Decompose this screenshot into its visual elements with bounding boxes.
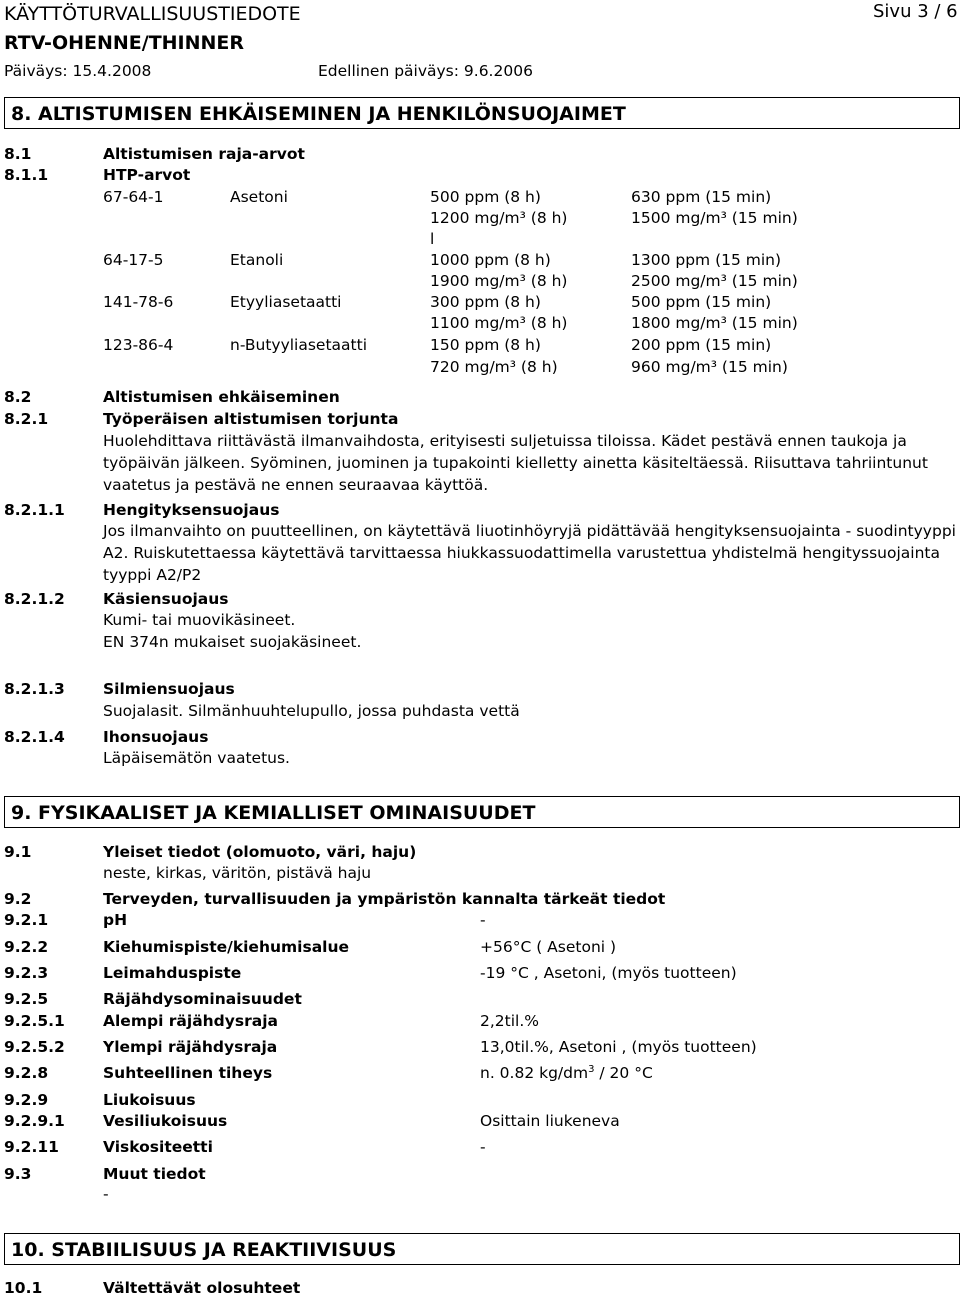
document-date: Päiväys: 15.4.2008 (4, 62, 152, 80)
limit-8h: 300 ppm (8 h) (430, 293, 541, 311)
property-label: Leimahduspiste (103, 964, 242, 982)
limit-8h: 1900 mg/m³ (8 h) (430, 272, 568, 290)
limit-15min: 960 mg/m³ (15 min) (631, 358, 788, 376)
property-label: Räjähdysominaisuudet (103, 990, 302, 1008)
section-number: 9.1 (4, 843, 32, 861)
property-value: 13,0til.%, Asetoni , (myös tuotteen) (480, 1038, 757, 1056)
limit-8h: 500 ppm (8 h) (430, 188, 541, 206)
paragraph: neste, kirkas, väritön, pistävä haju (103, 864, 372, 882)
page-number: Sivu 3 / 6 (873, 1, 958, 22)
section-8-header (4, 97, 960, 129)
document-title: KÄYTTÖTURVALLISUUSTIEDOTE (4, 3, 301, 25)
section-heading: HTP-arvot (103, 166, 191, 184)
section-number: 8.1.1 (4, 166, 49, 184)
substance-name: Etanoli (230, 251, 284, 269)
section-number: 8.2.1.2 (4, 590, 65, 608)
previous-date: Edellinen päiväys: 9.6.2006 (318, 62, 533, 80)
section-heading: Silmiensuojaus (103, 680, 235, 698)
property-number: 9.2.2 (4, 938, 49, 956)
paragraph: - (103, 1185, 109, 1203)
property-label: Ylempi räjähdysraja (103, 1038, 278, 1056)
limit-8h: l (430, 230, 435, 248)
paragraph: EN 374n mukaiset suojakäsineet. (103, 633, 362, 651)
section-heading: Vältettävät olosuhteet (103, 1279, 301, 1297)
section-heading: Altistumisen ehkäiseminen (103, 388, 340, 406)
cas-number: 123-86-4 (103, 336, 174, 354)
limit-8h: 1200 mg/m³ (8 h) (430, 209, 568, 227)
section-number: 8.2.1.4 (4, 728, 65, 746)
property-number: 9.2.9.1 (4, 1112, 65, 1130)
substance-name: n-Butyyliasetaatti (230, 336, 368, 354)
section-number: 8.2 (4, 388, 32, 406)
section-10-title: 10. STABIILISUUS JA REAKTIIVISUUS (11, 1239, 397, 1261)
limit-8h: 1100 mg/m³ (8 h) (430, 314, 568, 332)
property-number: 9.2.11 (4, 1138, 59, 1156)
cas-number: 67-64-1 (103, 188, 164, 206)
paragraph: Suojalasit. Silmänhuuhtelupullo, jossa puhdasta vettä (103, 702, 520, 720)
section-number: 8.1 (4, 145, 32, 163)
paragraph: Kumi- tai muovikäsineet. (103, 611, 296, 629)
property-number: 9.2.8 (4, 1064, 49, 1082)
property-number: 9.2.5 (4, 990, 49, 1008)
section-8-title: 8. ALTISTUMISEN EHKÄISEMINEN JA HENKILÖNSUOJAIMET (11, 103, 626, 125)
property-number: 9.2.9 (4, 1091, 49, 1109)
section-heading: Terveyden, turvallisuuden ja ympäristön kannalta tärkeät tiedot (103, 890, 666, 908)
section-heading: Työperäisen altistumisen torjunta (103, 410, 399, 428)
property-number: 9.2.5.1 (4, 1012, 65, 1030)
section-9-header (4, 796, 960, 828)
property-label: Alempi räjähdysraja (103, 1012, 278, 1030)
limit-8h: 720 mg/m³ (8 h) (430, 358, 558, 376)
paragraph: Läpäisemätön vaatetus. (103, 749, 290, 767)
property-number: 9.3 (4, 1165, 32, 1183)
section-heading: Käsiensuojaus (103, 590, 229, 608)
section-number: 8.2.1.3 (4, 680, 65, 698)
limit-15min: 1500 mg/m³ (15 min) (631, 209, 798, 227)
section-number: 10.1 (4, 1279, 43, 1297)
property-label: pH (103, 911, 128, 929)
section-10-header (4, 1233, 960, 1265)
property-value (480, 1063, 653, 1083)
property-value: -19 °C , Asetoni, (myös tuotteen) (480, 964, 737, 982)
limit-15min: 200 ppm (15 min) (631, 336, 772, 354)
section-heading: Altistumisen raja-arvot (103, 145, 305, 163)
property-number: 9.2.5.2 (4, 1038, 65, 1056)
value-text: / 20 °C (594, 1064, 653, 1082)
section-heading: Hengityksensuojaus (103, 501, 280, 519)
section-number: 8.2.1.1 (4, 501, 65, 519)
limit-15min: 630 ppm (15 min) (631, 188, 772, 206)
property-value: - (480, 911, 486, 929)
paragraph: Huolehdittava riittävästä ilmanvaihdosta, erityisesti suljetuissa tiloissa. Kädet pestävä ennen taukoja ja työpäivän jälkeen. Syöminen, juominen ja tupakointi kielletty ainetta käsiteltäessä. Riisuttava tahriintunut vaatetus ja pestävä ne ennen seuraavaa käyttöä. (103, 432, 928, 494)
value-text: n. 0.82 kg/dm (480, 1064, 589, 1082)
property-value: Osittain liukeneva (480, 1112, 620, 1130)
property-label: Vesiliukoisuus (103, 1112, 228, 1130)
limit-15min: 1300 ppm (15 min) (631, 251, 782, 269)
limit-8h: 1000 ppm (8 h) (430, 251, 551, 269)
property-label: Suhteellinen tiheys (103, 1064, 273, 1082)
substance-name: Etyyliasetaatti (230, 293, 342, 311)
substance-name: Asetoni (230, 188, 288, 206)
property-label: Muut tiedot (103, 1165, 206, 1183)
limit-15min: 2500 mg/m³ (15 min) (631, 272, 798, 290)
product-name: RTV-OHENNE/THINNER (4, 32, 245, 54)
cas-number: 64-17-5 (103, 251, 164, 269)
property-number: 9.2.3 (4, 964, 49, 982)
paragraph: Jos ilmanvaihto on puutteellinen, on käytettävä liuotinhöyryjä pidättävää hengityksensuojainta - suodintyyppi A2. Ruiskutettaessa käytettävä tarvittaessa hiukkassuodattimella varustettua yhdistelmä hengityssuojainta tyyppi A2/P2 (103, 522, 956, 584)
section-heading: Ihonsuojaus (103, 728, 209, 746)
limit-8h: 150 ppm (8 h) (430, 336, 541, 354)
property-label: Viskositeetti (103, 1138, 213, 1156)
cas-number: 141-78-6 (103, 293, 174, 311)
property-value: +56°C ( Asetoni ) (480, 938, 617, 956)
limit-15min: 1800 mg/m³ (15 min) (631, 314, 798, 332)
property-number: 9.2.1 (4, 911, 49, 929)
section-number: 8.2.1 (4, 410, 49, 428)
property-value: 2,2til.% (480, 1012, 539, 1030)
property-value: - (480, 1138, 486, 1156)
property-label: Kiehumispiste/kiehumisalue (103, 938, 350, 956)
superscript: 3 (588, 1063, 595, 1075)
section-heading: Yleiset tiedot (olomuoto, väri, haju) (103, 843, 417, 861)
section-9-title: 9. FYSIKAALISET JA KEMIALLISET OMINAISUUDET (11, 802, 536, 824)
section-number: 9.2 (4, 890, 32, 908)
property-label: Liukoisuus (103, 1091, 196, 1109)
limit-15min: 500 ppm (15 min) (631, 293, 772, 311)
